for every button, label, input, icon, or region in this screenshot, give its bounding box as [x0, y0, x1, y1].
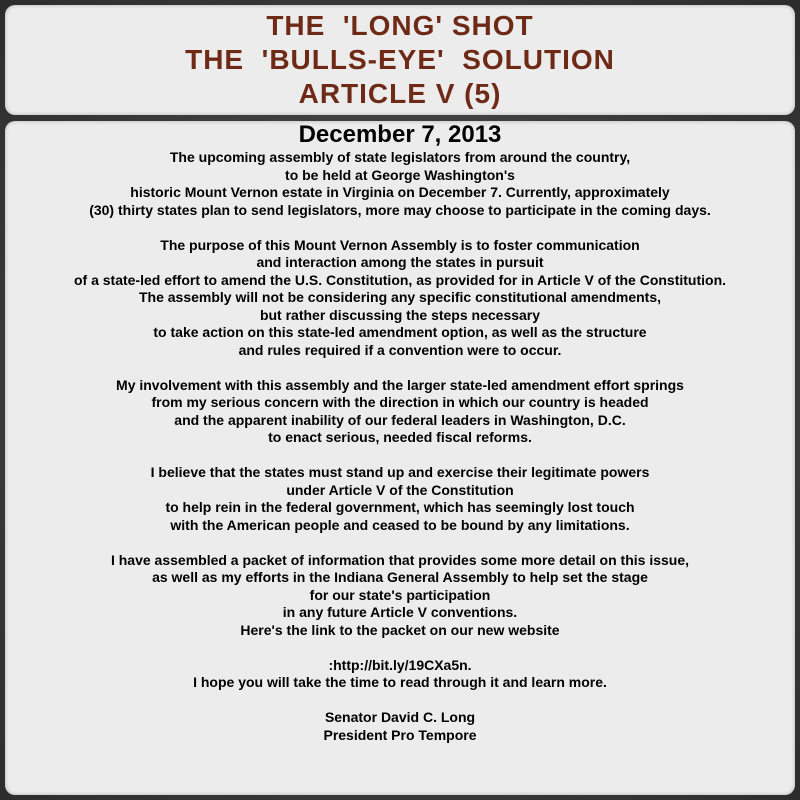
- paragraph-line: and the apparent inability of our federal leaders in Washington, D.C.: [174, 411, 626, 428]
- paragraph-line: and interaction among the states in pursuit: [256, 254, 544, 270]
- paragraph-line: under Article V of the Constitution: [286, 481, 514, 498]
- title-line-2: THE 'BULLS-EYE' SOLUTION: [185, 44, 615, 75]
- paragraph-line: to enact serious, needed fiscal reforms.: [268, 429, 532, 445]
- paragraph-line: to be held at George Washington's: [285, 166, 515, 183]
- paragraph-line: with the American people and ceased to be bound by any limitations.: [170, 516, 630, 533]
- paragraph-line: to help rein in the federal government, which has seemingly lost touch: [165, 499, 635, 515]
- paragraph-line: for our state's participation: [309, 586, 491, 603]
- paragraph-line: and rules required if a convention were to occur.: [238, 341, 562, 358]
- paragraph-line: but rather discussing the steps necessary: [259, 306, 541, 323]
- paragraph-5: [5, 552, 795, 640]
- signature-title: President Pro Tempore: [323, 726, 477, 743]
- paragraph-line: (30) thirty states plan to send legislators, more may choose to participate in the coming days.: [89, 201, 711, 218]
- paragraph-line: I believe that the states must stand up and exercise their legitimate powers: [150, 464, 650, 480]
- paragraph-line: from my serious concern with the direction in which our country is headed: [151, 394, 649, 410]
- signature-name: Senator David C. Long: [324, 709, 476, 725]
- paragraph-4: [5, 464, 795, 534]
- paragraph-line: I hope you will take the time to read through it and learn more.: [193, 674, 607, 690]
- title-panel: [5, 5, 795, 115]
- paragraph-1: [5, 149, 795, 219]
- paragraph-line: to take action on this state-led amendment option, as well as the structure: [153, 324, 647, 340]
- packet-link[interactable]: :http://bit.ly/19CXa5n.: [328, 656, 472, 673]
- paragraph-line: I have assembled a packet of information that provides some more detail on this issue,: [110, 551, 690, 568]
- paragraph-line: The purpose of this Mount Vernon Assembly is to foster communication: [160, 236, 640, 253]
- paragraph-line: Here's the link to the packet on our new website: [240, 621, 560, 638]
- paragraph-3: [5, 377, 795, 447]
- paragraph-2: [5, 237, 795, 360]
- paragraph-line: The upcoming assembly of state legislators from around the country,: [169, 149, 631, 165]
- paragraph-line: in any future Article V conventions.: [282, 604, 518, 620]
- title-line-1: THE 'LONG' SHOT: [266, 10, 534, 41]
- paragraph-line: The assembly will not be considering any specific constitutional amendments,: [138, 289, 661, 305]
- paragraph-line: as well as my efforts in the Indiana General Assembly to help set the stage: [152, 569, 648, 585]
- letter-panel: [5, 121, 795, 795]
- letter-date: December 7, 2013: [298, 121, 502, 148]
- paragraph-line: historic Mount Vernon estate in Virginia on December 7. Currently, approximately: [130, 184, 670, 200]
- paragraph-6: [5, 657, 795, 692]
- paragraph-line: of a state-led effort to amend the U.S. Constitution, as provided for in Article V of the Constitution.: [73, 271, 727, 288]
- title-line-3: ARTICLE V (5): [298, 78, 502, 109]
- signature-block: [5, 709, 795, 744]
- paragraph-line: My involvement with this assembly and the larger state-led amendment effort springs: [116, 376, 684, 393]
